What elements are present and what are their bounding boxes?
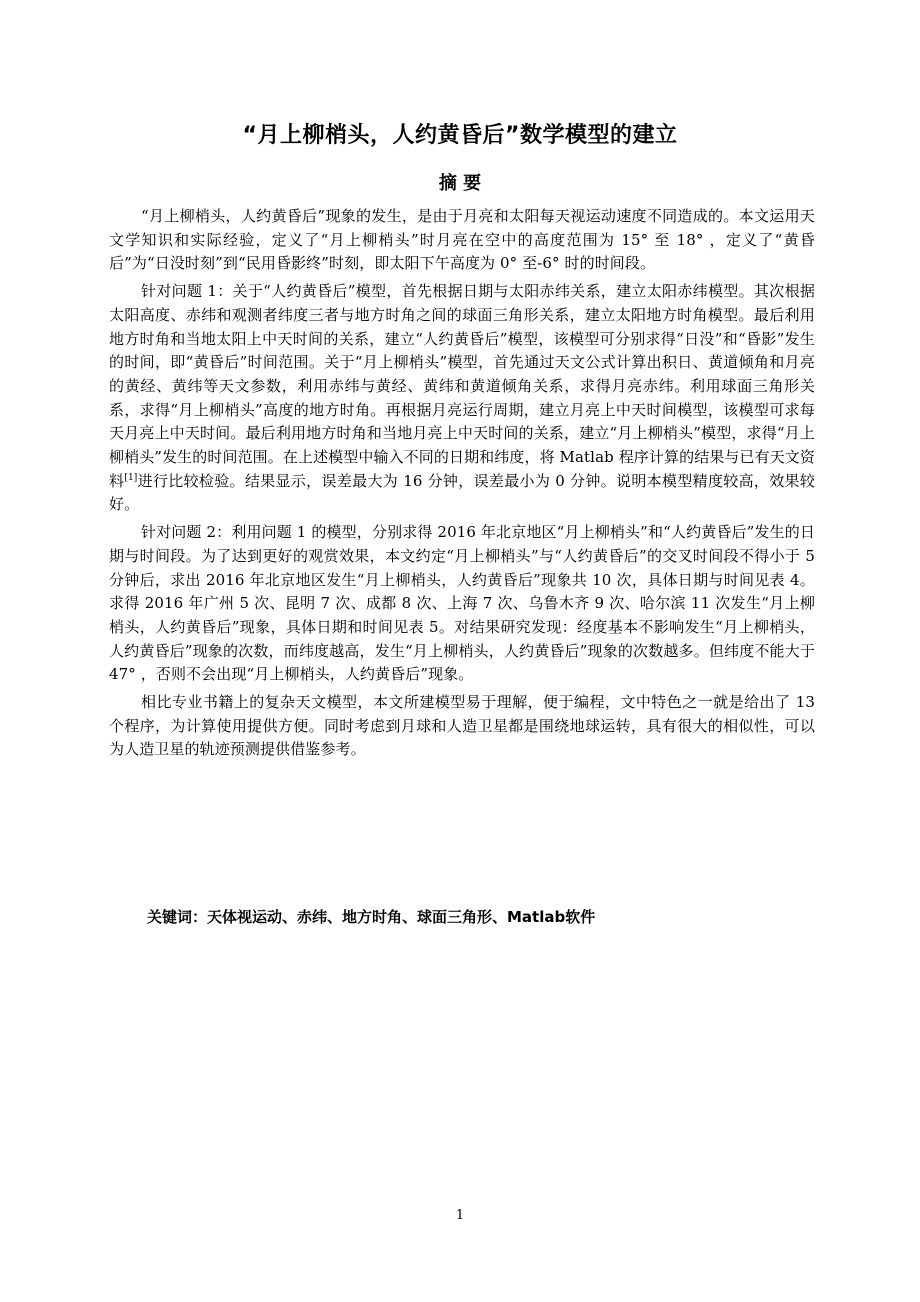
abstract-body bbox=[109, 205, 815, 762]
abstract-paragraph-2-text-a: 针对问题 1：关于“人约黄昏后”模型，首先根据日期与太阳赤纬关系，建立太阳赤纬模型。其次根据太阳高度、赤纬和观测者纬度三者与地方时角之间的球面三角形关系，建立太阳地方时角模型。最后利用地方时角和当地太阳上中天时间的关系，建立“人约黄昏后”模型，该模型可分别求得“日没”和“昏影”发生的时间，即“黄昏后”时间范围。关于“月上柳梢头”模型，首先通过天文公式计算出积日、黄道倾角和月亮的黄经、黄纬等天文参数，利用赤纬与黄经、黄纬和黄道倾角关系，求得月亮赤纬。利用球面三角形关系，求得“月上柳梢头”高度的地方时角。再根据月亮运行周期，建立月亮上中天时间模型，该模型可求每天月亮上中天时间。最后利用地方时角和当地月亮上中天时间的关系，建立“月上柳梢头”模型，求得“月上柳梢头”发生的时间范围。在上述模型中输入不同的日期和纬度，将 Matlab 程序计算的结果与已有天文资料 bbox=[109, 282, 815, 490]
abstract-heading: 摘 要 bbox=[438, 173, 482, 194]
keywords-line: 关键词：天体视运动、赤纬、地方时角、球面三角形、Matlab软件 bbox=[147, 908, 596, 926]
abstract-paragraph-1: “月上柳梢头，人约黄昏后”现象的发生，是由于月亮和太阳每天视运动速度不同造成的。本文运用天文学知识和实际经验，定义了“月上柳梢头”时月亮在空中的高度范围为 15° 至 18° ，定义了“黄昏后”为“日没时刻”到“民用昏影终”时刻，即太阳下午高度为 0° 至-6° 时的时间段。 bbox=[109, 207, 815, 273]
abstract-paragraph-4: 相比专业书籍上的复杂天文模型，本文所建模型易于理解，便于编程，文中特色之一就是给出了 13 个程序，为计算使用提供方便。同时考虑到月球和人造卫星都是围绕地球运转，具有很大的相似性，可以为人造卫星的轨迹预测提供借鉴参考。 bbox=[109, 693, 815, 759]
abstract-paragraph-2-text-b: 进行比较检验。结果显示，误差最大为 16 分钟，误差最小为 0 分钟。说明本模型精度较高，效果较好。 bbox=[109, 471, 815, 514]
paper-title: “月上柳梢头，人约黄昏后”数学模型的建立 bbox=[242, 123, 678, 148]
abstract-paragraph-3: 针对问题 2：利用问题 1 的模型，分别求得 2016 年北京地区“月上柳梢头”和“人约黄昏后”发生的日期与时间段。为了达到更好的观赏效果，本文约定“月上柳梢头”与“人约黄昏后”的交叉时间段不得小于 5 分钟后，求出 2016 年北京地区发生“月上柳梢头，人约黄昏后”现象共 10 次，具体日期与时间见表 4。求得 2016 年广州 5 次、昆明 7 次、成都 8 次、上海 7 次、乌鲁木齐 9 次、哈尔滨 11 次发生“月上柳梢头，人约黄昏后”现象，具体日期和时间见表 5。对结果研究发现：经度基本不影响发生“月上柳梢头，人约黄昏后”现象的次数，而纬度越高，发生“月上柳梢头，人约黄昏后”现象的次数越多。但纬度不能大于 47° ，否则不会出现“月上柳梢头，人约黄昏后”现象。 bbox=[109, 523, 815, 684]
abstract-paragraph-2 bbox=[109, 280, 815, 517]
page-number: 1 bbox=[455, 1208, 465, 1223]
citation-marker: [1] bbox=[124, 472, 138, 483]
